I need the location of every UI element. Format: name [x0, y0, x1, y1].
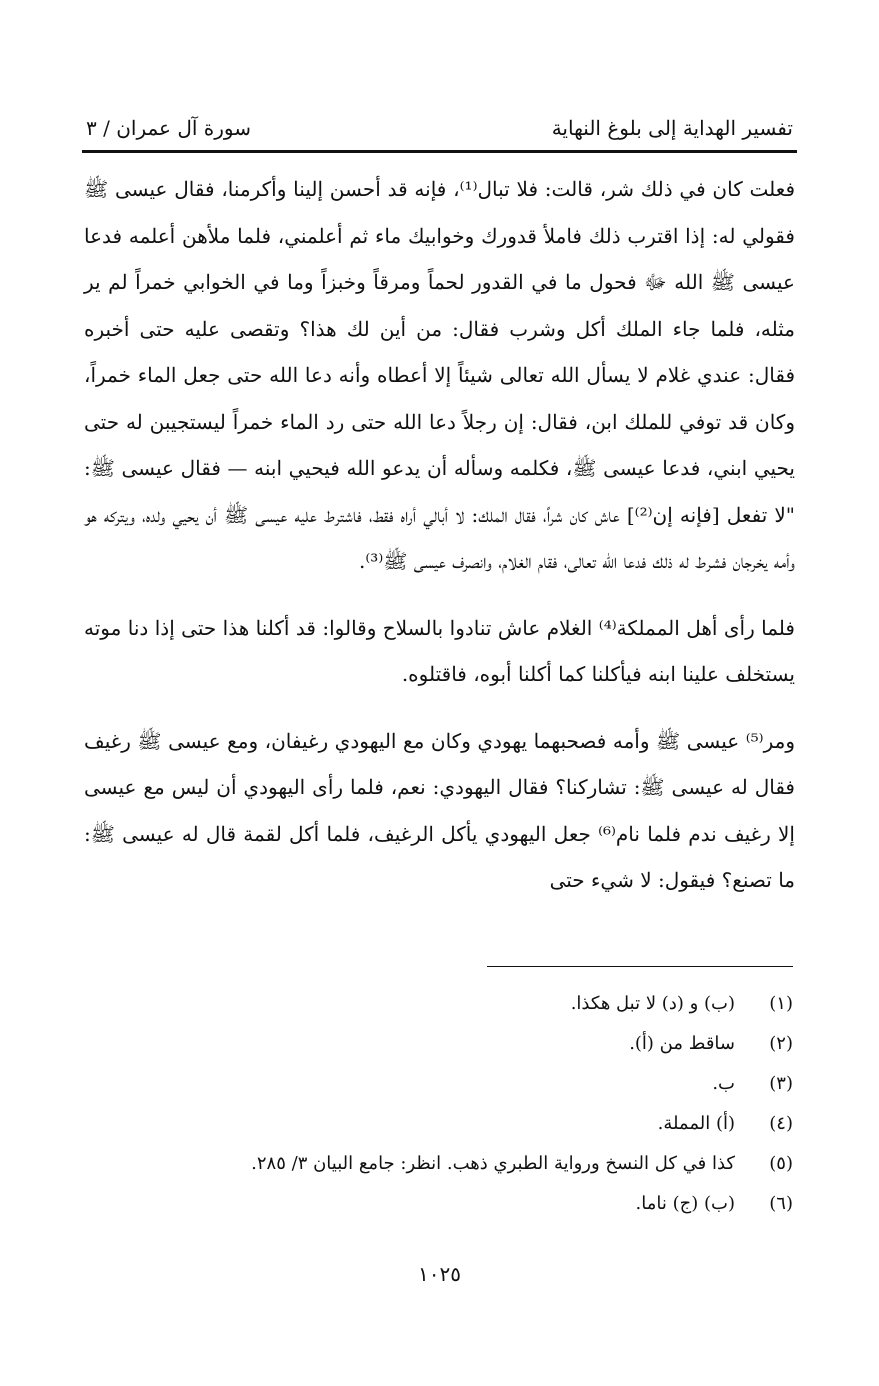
running-header: [86, 104, 793, 140]
paragraph: ومر⁽⁵⁾ عيسى ﷺ وأمه فصحبهما يهودي وكان مع اليهودي رغيفان، ومع عيسى ﷺ رغيف فقال له عيسى ﷺ: تشاركنا؟ فقال اليهودي: نعم، فلما رأى اليهودي أن ليس مع عيسى إلا رغيف ندم فلما نام⁽⁶⁾ جعل اليهودي يأكل الرغيف، فلما أكل لقمة قال له عيسى ﷺ: ما تصنع؟ فيقول: لا شيء حتى: [84, 728, 795, 892]
main-text: [84, 166, 795, 924]
header-rule: [82, 150, 797, 153]
footnotes-list: [86, 984, 793, 1224]
footnote-text: ساقط من (أ).: [629, 1033, 735, 1054]
footnote-rule: [487, 966, 793, 967]
footnote-number: (٤): [769, 1113, 793, 1134]
footnote-number: (٦): [769, 1193, 793, 1214]
footnote-item: [86, 984, 793, 1024]
book-title: تفسير الهداية إلى بلوغ النهاية: [551, 116, 793, 140]
footnote-number: (٥): [769, 1153, 793, 1174]
surah-title: سورة آل عمران / ٣: [86, 116, 252, 140]
footnote-text: (أ) المملة.: [657, 1113, 735, 1134]
paragraph: فلما رأى أهل المملكة⁽⁴⁾ الغلام عاش تنادوا بالسلاح وقالوا: قد أكلنا هذا حتى إذا دنا موته يستخلف علينا ابنه فيأكلنا كما أكلنا أبوه، فاقتلوه.: [84, 615, 795, 686]
footnote-number: (١): [769, 993, 793, 1014]
footnote-item: [86, 1184, 793, 1224]
footnote-number: (٣): [769, 1073, 793, 1094]
footnote-number: (٢): [769, 1033, 793, 1054]
footnote-text: كذا في كل النسخ ورواية الطبري ذهب. انظر: جامع البيان ٣/ ٢٨٥.: [251, 1153, 735, 1174]
footnote-item: [86, 1144, 793, 1184]
footnote-item: [86, 1064, 793, 1104]
footnote-item: [86, 1104, 793, 1144]
footnote-item: [86, 1024, 793, 1064]
footnote-text: ب.: [712, 1073, 735, 1094]
footnote-text: (ب) و (د) لا تبل هكذا.: [570, 993, 735, 1014]
paragraph: فعلت كان في ذلك شر، قالت: فلا تبال⁽¹⁾، فإنه قد أحسن إلينا وأكرمنا، فقال عيسى ﷺ فقولي له: إذا اقترب ذلك فاملأ قدورك وخوابيك ماء ثم أعلمني، فلما ملأهن أعلمه فدعا عيسى ﷺ الله ﷻ فحول ما في القدور لحماً ومرقاً وخبزاً وما في الخوابي خمراً لم ير مثله، فلما جاء الملك أكل وشرب فقال: من أين لك هذا؟ وتقصى عليه حتى أخبره فقال: عندي غلام لا يسأل الله تعالى شيئاً إلا أعطاه وأنه دعا الله حتى جعل الماء خمراً، وكان قد توفي للملك ابن، فقال: إن رجلاً دعا الله حتى رد الماء خمراً ليستجيبن له حتى يحيي ابني، فدعا عيسى ﷺ، فكلمه وسأله أن يدعو الله فيحيي ابنه — فقال عيسى ﷺ: "لا تفعل [فإنه إن⁽²⁾] عاش كان شراً، فقال الملك: لا أبالي أراه فقط، فاشترط عليه عيسى ﷺ أن يحيي ولده، ويتركه هو وأمه يخرجان فشرط له ذلك فدعا الله تعالى، فقام الغلام، وانصرف عيسى ﷺ⁽³⁾.: [84, 177, 796, 573]
footnote-text: (ب) (ج) ناما.: [635, 1193, 735, 1214]
page-number: ١٠٢٥: [418, 1262, 461, 1286]
